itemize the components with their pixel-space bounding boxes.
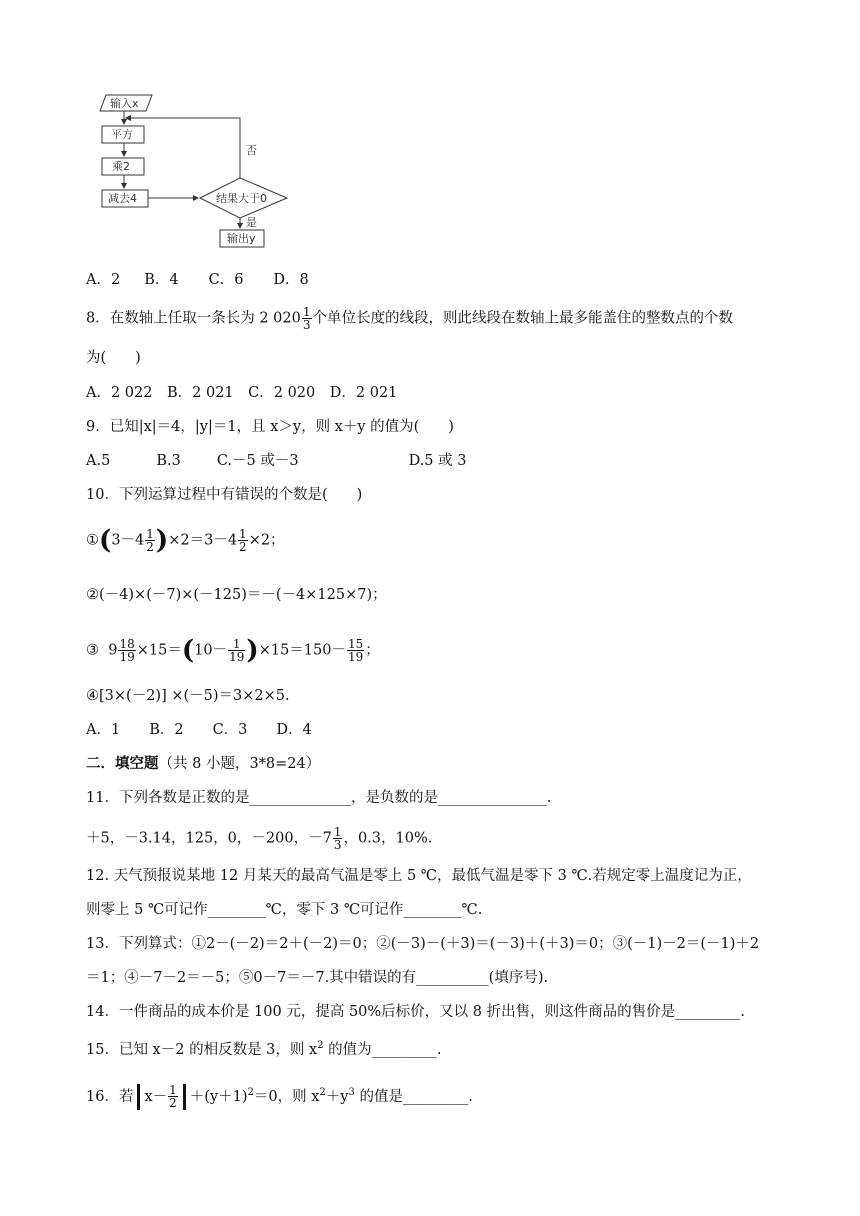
q8-options: A．2 022 B．2 021 C．2 020 D．2 021 (86, 385, 398, 401)
q14-stem: 14．一件商品的成本价是 100 元，提高 50%后标价，又以 8 折出售，则这件商品的售价是_________. (86, 1004, 745, 1020)
q8-stem (86, 306, 733, 331)
q13-line1: 13．下列算式：①2－(－2)＝2＋(－2)＝0；②(－3)－(＋3)＝(－3)＋(＋3)＝0；③(－1)－2＝(－1)＋2 (86, 936, 760, 952)
q9-option-a: A.5 (86, 453, 111, 469)
q10-item4: ④[3×(－2)] ×(－5)＝3×2×5. (86, 688, 290, 704)
flow-decision-label: 结果大于0 (216, 192, 267, 205)
q8-stem-line2: 为( ) (86, 350, 141, 366)
section2-note: （共 8 小题，3*8=24） (158, 756, 321, 772)
flow-minus4-label: 减去4 (108, 192, 137, 205)
q10-item3: ③ 9 $\frac{18}{19}$ ×15＝(10－ $\frac{1}{19}$ )×15＝150－ $\frac{15}{19}$ ； (86, 635, 380, 666)
q10-stem: 10．下列运算过程中有错误的个数是( ) (86, 487, 363, 503)
section2-title: 二．填空题 (86, 755, 159, 772)
q12-line2: 则零上 5 ℃可记作________℃，零下 3 ℃可记作________℃. (86, 902, 483, 918)
q7-option-a: A．2 (86, 272, 121, 288)
flow-times2-label: 乘2 (112, 160, 130, 173)
q9-stem: 9．已知|x|＝4，|y|＝1，且 x＞y，则 x＋y 的值为( ) (86, 419, 454, 435)
q8-text: 8．在数轴上任取一条长为 2 020 (86, 310, 301, 327)
q15-stem: 15．已知 x－2 的相反数是 3，则 $x^2$ 的值为_________. (86, 1040, 442, 1058)
q9-option-c: C.－5 或－3 (216, 453, 299, 469)
q8-fraction: $\frac{1}{3}$ (302, 305, 311, 332)
q10-item2: ②(－4)×(－7)×(－125)＝－(－4×125×7)； (86, 587, 387, 603)
q7-option-d: D．8 (273, 272, 309, 288)
flowchart (96, 90, 296, 252)
q10-item1: ①(3－4 $\frac{1}{2}$ )×2＝3－4 $\frac{1}{2}$ ×2； (86, 525, 285, 556)
q16-stem: 16．若 x－ $\frac{1}{2}$ $+(y+1)^2=0$，则 $x^2+y^3$ 的值是_________. (86, 1083, 473, 1111)
q9-option-b: B.3 (156, 453, 181, 469)
q7-option-b: B．4 (144, 272, 179, 288)
q9-option-d: D.5 或 3 (408, 453, 467, 469)
q7-options (86, 270, 309, 290)
q9-options (86, 451, 466, 471)
q11-numbers: ＋5，－3.14，125，0，－200，－7 $\frac{1}{3}$ ，0.3，10%. (86, 825, 433, 852)
flow-input-label: 输入x (110, 97, 139, 110)
q7-option-c: C．6 (208, 272, 244, 288)
q10-options: A．1 B．2 C．3 D．4 (86, 722, 312, 738)
flow-square-label: 平方 (111, 128, 133, 141)
q8-text-cont: 个单位长度的线段，则此线段在数轴上最多能盖住的整数点的个数 (312, 310, 733, 327)
q13-line2: ＝1；④－7－2＝－5；⑤0－7＝－7.其中错误的有__________(填序号). (86, 970, 549, 986)
q12-line1: 12. 天气预报说某地 12 月某天的最高气温是零上 5 ℃，最低气温是零下 3 ℃.若规定零上温度记为正， (86, 868, 752, 884)
flow-output-label: 输出y (227, 232, 256, 245)
section2-heading (86, 754, 320, 774)
q11-stem: 11．下列各数是正数的是______________，是负数的是_______________. (86, 790, 552, 806)
flow-no-label: 否 (246, 144, 257, 157)
flow-yes-label: 是 (246, 216, 257, 229)
